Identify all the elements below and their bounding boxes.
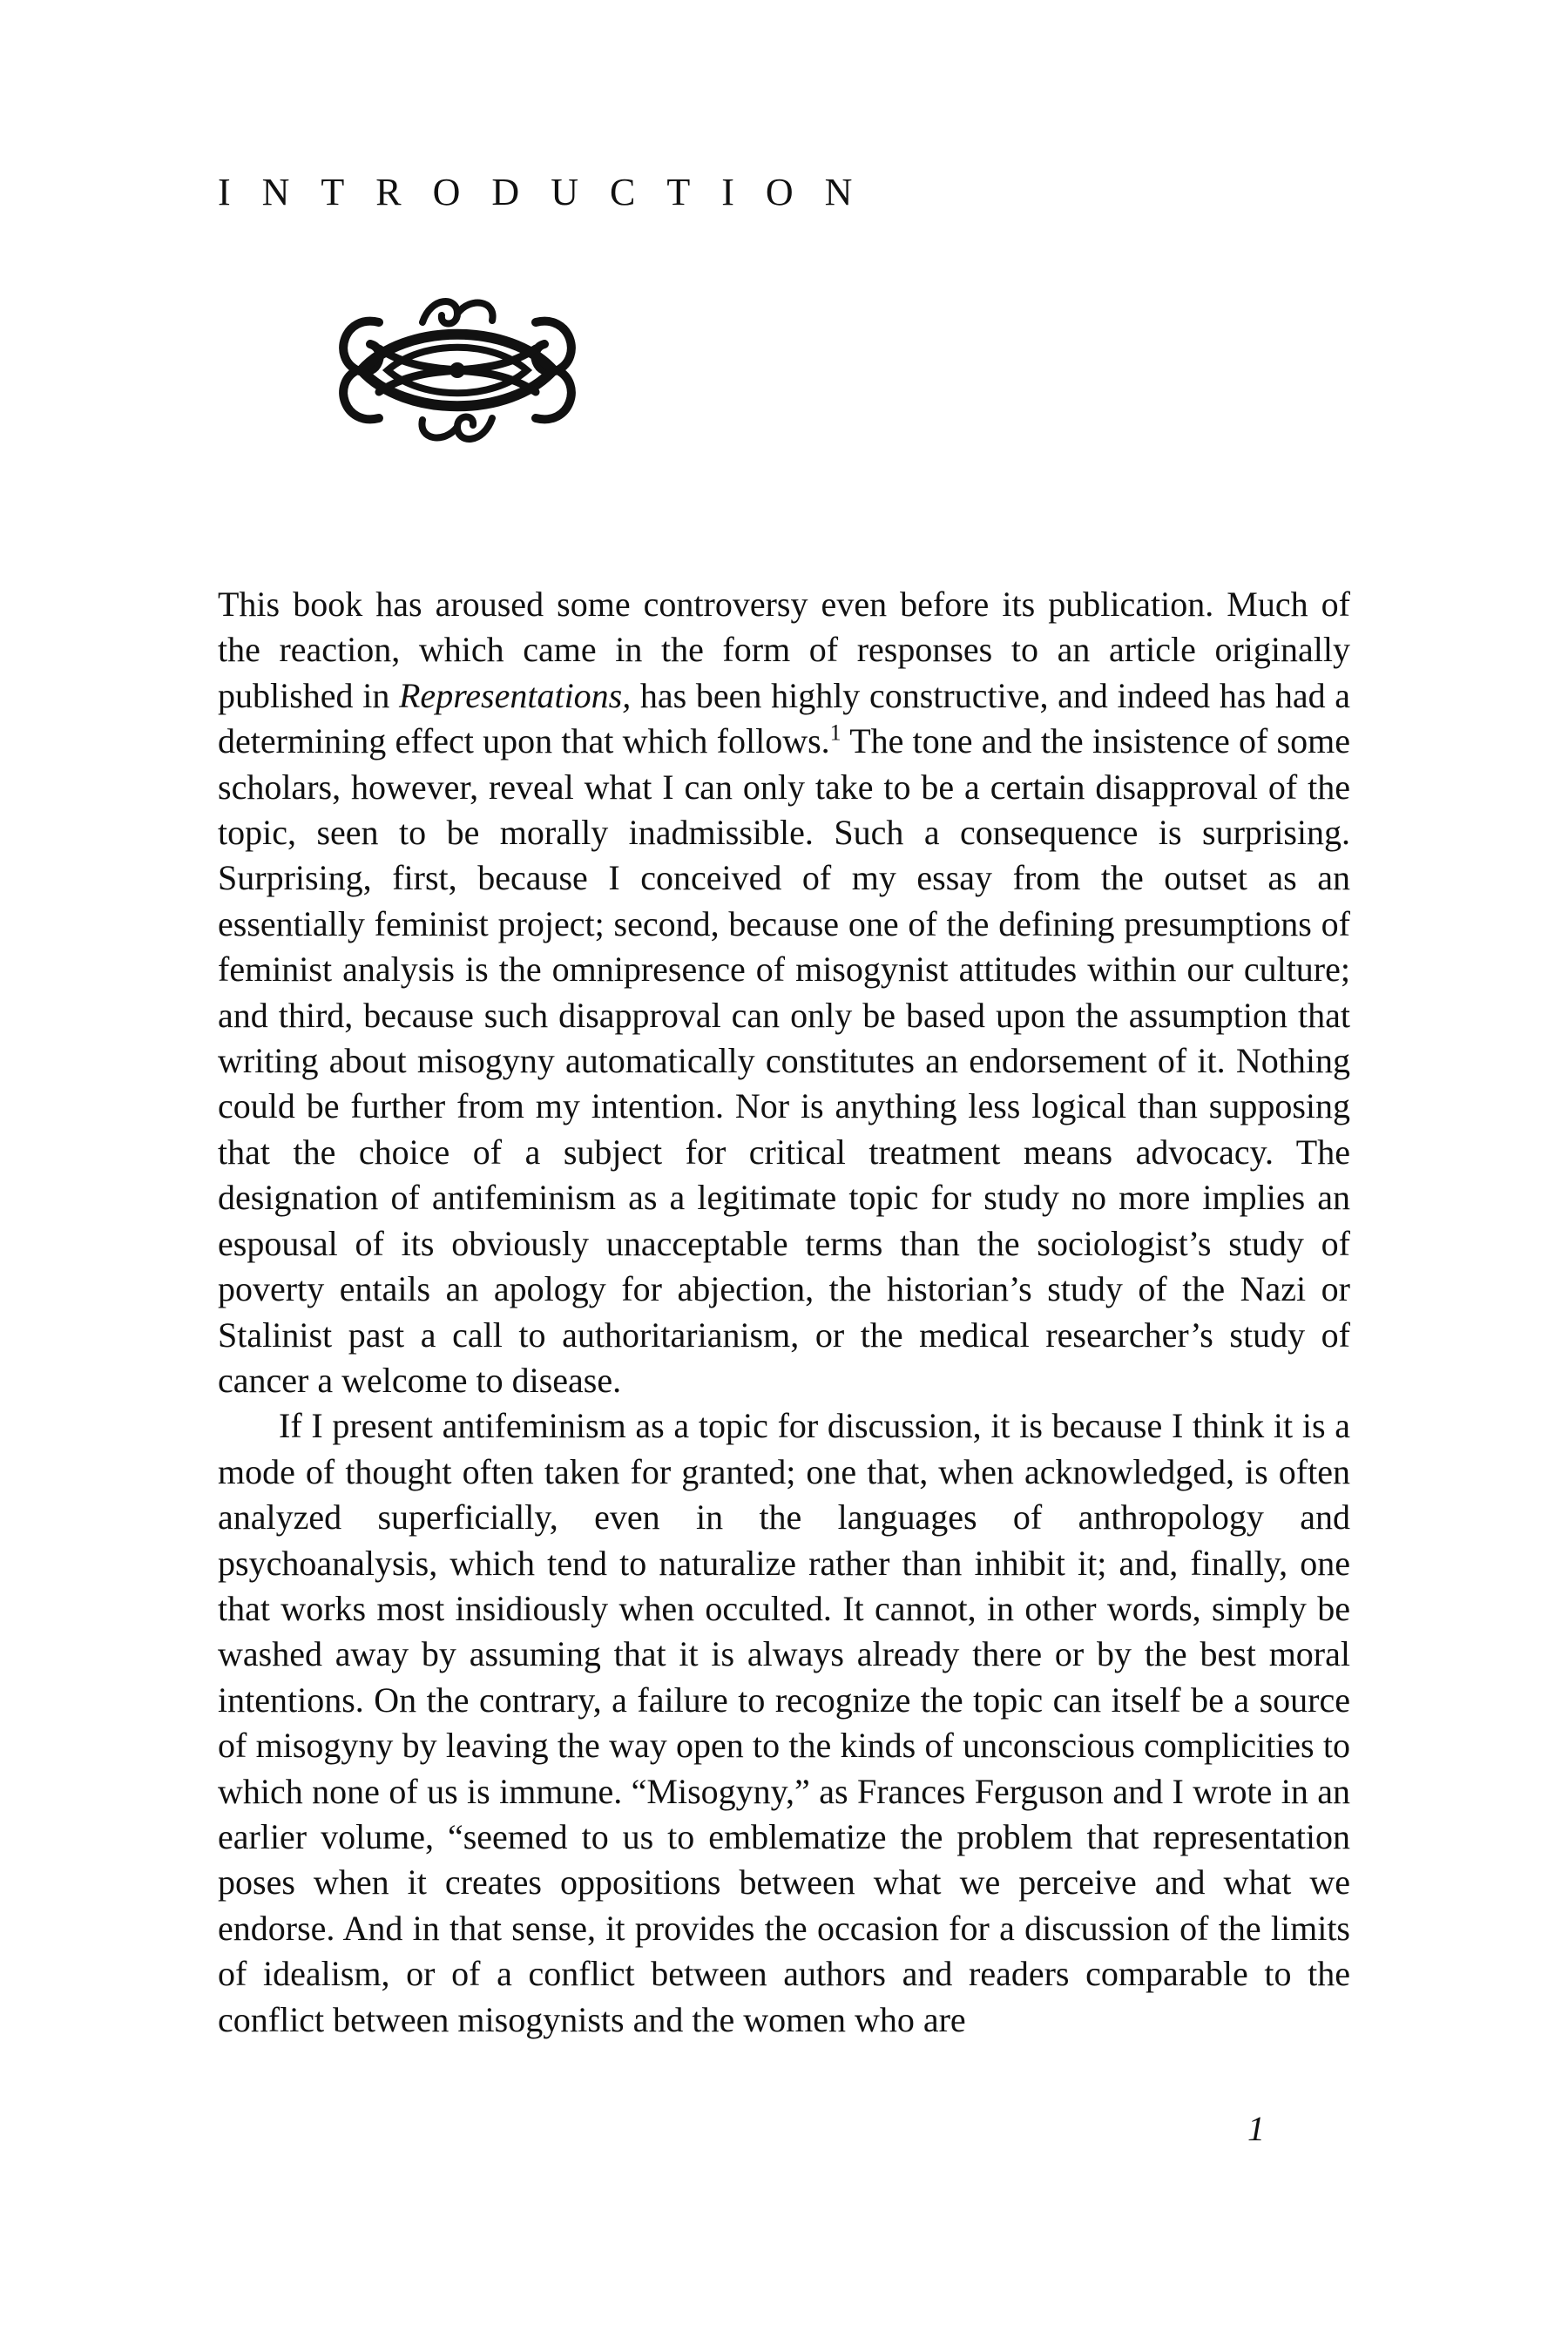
footnote-marker[interactable]: 1 (829, 720, 841, 746)
paragraph: If I present antifeminism as a topic for discussion, it is because I think it is a mode of thought often taken for granted; one that, when acknowledged, is often analyzed superficially, even in the languages of anthropology and psychoanalysis, which tend to naturalize rather than inhibit it; and, finally, one that works most insidiously when occulted. It cannot, in other words, simply be washed away by assuming that it is always already there or by the best moral intentions. On the contrary, a failure to recognize the topic can itself be a source of misogyny by leaving the way open to the kinds of unconscious complicities to which none of us is immune. “Misogyny,” as Frances Ferguson and I wrote in an earlier volume, “seemed to us to emblematize the problem that representation poses when it creates oppositions between what we perceive and what we endorse. And in that sense, it provides the occasion for a discussion of the limits of idealism, or of a conflict between authors and readers comparable to the conflict between misogynists and the women who are (218, 1406, 1350, 2039)
paragraph: This book has aroused some controversy even before its publication. Much of the reaction, which came in the form of responses to an article originally published in Representations, has been highly constructive, and indeed has had a determining effect upon that which follows.$^1$ The tone and the insistence of some scholars, however, reveal what I can only take to be a certain disapproval of the topic, seen to be morally inadmissible. Such a consequence is surprising. Surprising, first, because I conceived of my essay from the outset as an essentially feminist project; second, because one of the defining presumptions of feminist analysis is the omnipresence of misogynist attitudes within our culture; and third, because such disapproval can only be based upon the assumption that writing about misogyny automatically constitutes an endorsement of it. Nothing could be further from my intention. Nor is anything less logical than supposing that the choice of a subject for critical treatment means advocacy. The designation of antifeminism as a legitimate topic for study no more implies an espousal of its obviously unacceptable terms than the sociologist’s study of poverty entails an apology for abjection, the historian’s study of the Nazi or Stalinist past a call to authoritarianism, or the medical researcher’s study of cancer a welcome to disease. (218, 585, 1350, 1400)
journal-title: Representations, (399, 675, 632, 715)
body-text (218, 582, 1350, 2043)
page-number: 1 (1247, 2109, 1265, 2148)
knotwork-ornament-icon (327, 287, 588, 453)
chapter-heading: INTRODUCTION (218, 171, 884, 213)
